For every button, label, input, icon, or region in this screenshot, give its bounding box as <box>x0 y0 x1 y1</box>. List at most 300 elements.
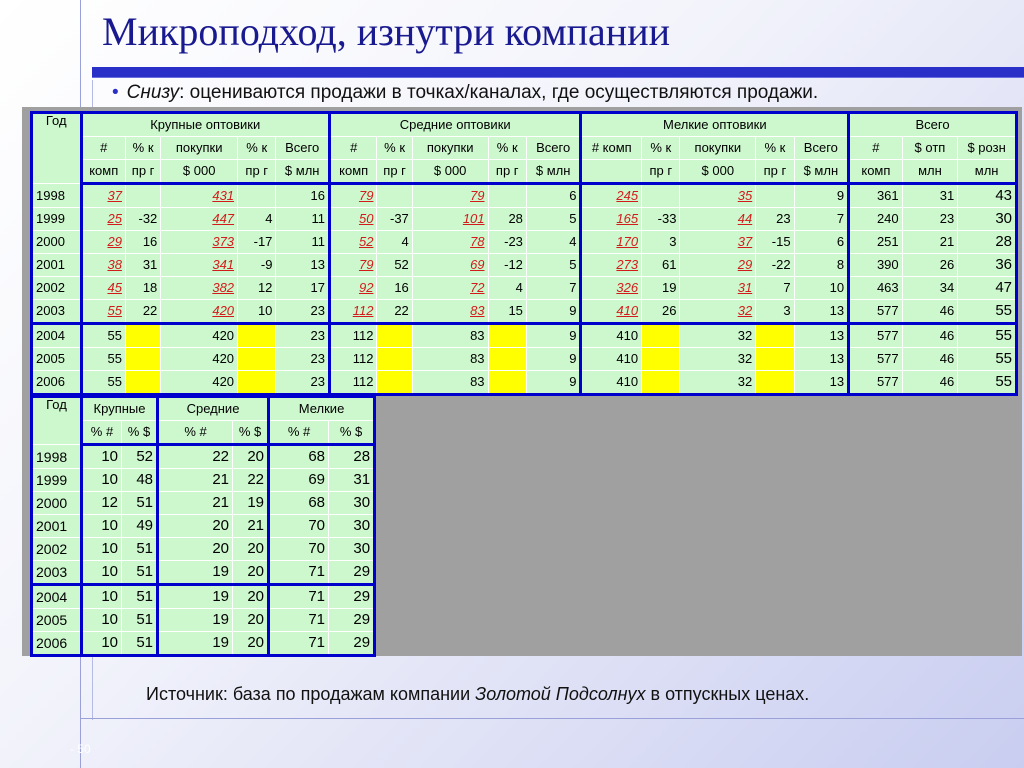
table-cell: 23 <box>276 348 330 371</box>
table-cell: 2004 <box>32 324 82 348</box>
table-cell: 51 <box>122 609 158 632</box>
table-cell: 69 <box>412 254 488 277</box>
table-cell: 46 <box>902 324 958 348</box>
table-cell <box>642 348 680 371</box>
table-row <box>32 371 1017 395</box>
table-cell: 390 <box>849 254 903 277</box>
table-cell: 31 <box>680 277 756 300</box>
table-cell: 23 <box>902 208 958 231</box>
table-cell: 19 <box>642 277 680 300</box>
table-cell: 19 <box>158 561 233 585</box>
table-cell: 273 <box>581 254 642 277</box>
table-cell <box>125 324 160 348</box>
table-cell: 577 <box>849 348 903 371</box>
table-cell: 7 <box>756 277 794 300</box>
table-cell: 13 <box>794 371 849 395</box>
table-cell: 23 <box>756 208 794 231</box>
table-cell: 49 <box>122 515 158 538</box>
sales-table <box>30 111 1018 396</box>
table-row <box>32 348 1017 371</box>
table-cell: 30 <box>329 515 375 538</box>
table-row <box>32 515 375 538</box>
column-subheader: % к <box>238 137 276 160</box>
column-subheader: $ 000 <box>680 160 756 184</box>
column-subheader: $ отп <box>902 137 958 160</box>
table-cell: 46 <box>902 371 958 395</box>
table-cell: 22 <box>377 300 412 324</box>
table-cell: 4 <box>238 208 276 231</box>
table-cell: 4 <box>526 231 581 254</box>
table-cell: 20 <box>233 609 269 632</box>
table-cell: 71 <box>269 585 329 609</box>
table-cell: 20 <box>233 538 269 561</box>
table-cell: 12 <box>238 277 276 300</box>
table-cell: 373 <box>161 231 238 254</box>
table-cell: 6 <box>794 231 849 254</box>
table-cell: 577 <box>849 300 903 324</box>
column-subheader: комп <box>329 160 376 184</box>
table-cell: 30 <box>329 492 375 515</box>
table-cell: 19 <box>158 609 233 632</box>
table-cell: 22 <box>158 445 233 469</box>
table-cell: 431 <box>161 184 238 208</box>
table-cell: -33 <box>642 208 680 231</box>
table-cell: 35 <box>680 184 756 208</box>
decorative-horizontal-line <box>80 718 1024 719</box>
table-cell: 361 <box>849 184 903 208</box>
table-cell: 55 <box>958 300 1017 324</box>
table-cell: 410 <box>581 348 642 371</box>
table-cell <box>642 371 680 395</box>
table-cell: 70 <box>269 515 329 538</box>
column-subheader: % # <box>82 421 122 445</box>
table-cell: 2005 <box>32 348 82 371</box>
table-cell: 16 <box>276 184 330 208</box>
table-cell: 22 <box>125 300 160 324</box>
table-cell: 7 <box>794 208 849 231</box>
table-cell: 10 <box>238 300 276 324</box>
table-cell: 1998 <box>32 445 82 469</box>
table-cell: 83 <box>412 324 488 348</box>
table-cell: 19 <box>158 632 233 656</box>
table-row <box>32 324 1017 348</box>
group-header: Крупные <box>82 397 158 421</box>
table-cell: 2005 <box>32 609 82 632</box>
table-cell: 79 <box>329 254 376 277</box>
column-subheader: покупки <box>680 137 756 160</box>
page-number: - 50 <box>70 742 91 756</box>
table-cell: 43 <box>958 184 1017 208</box>
source-note <box>146 684 809 705</box>
table-cell <box>377 184 412 208</box>
table-cell: 23 <box>276 324 330 348</box>
table-cell: 10 <box>82 445 122 469</box>
table-cell: 28 <box>488 208 526 231</box>
table-cell: 2006 <box>32 371 82 395</box>
table-cell: 68 <box>269 492 329 515</box>
table-cell: 10 <box>794 277 849 300</box>
table-cell: 23 <box>276 371 330 395</box>
table-cell: 2003 <box>32 300 82 324</box>
table-cell: 30 <box>329 538 375 561</box>
table-cell: -15 <box>756 231 794 254</box>
table-cell <box>238 184 276 208</box>
table-cell: 4 <box>377 231 412 254</box>
table-cell: 20 <box>158 515 233 538</box>
table-cell: 11 <box>276 231 330 254</box>
table-cell: 79 <box>412 184 488 208</box>
column-subheader: пр г <box>488 160 526 184</box>
table-row <box>32 492 375 515</box>
table-cell <box>125 371 160 395</box>
table-cell: 9 <box>526 300 581 324</box>
table-cell: 51 <box>122 585 158 609</box>
table-cell: 51 <box>122 632 158 656</box>
table-cell <box>125 184 160 208</box>
table-cell: 16 <box>125 231 160 254</box>
group-header: Мелкие оптовики <box>581 113 849 137</box>
table-cell: 5 <box>526 254 581 277</box>
column-subheader: % $ <box>122 421 158 445</box>
column-subheader: пр г <box>125 160 160 184</box>
table-cell <box>756 184 794 208</box>
table-row <box>32 208 1017 231</box>
table-cell: 21 <box>902 231 958 254</box>
column-subheader: % к <box>642 137 680 160</box>
column-subheader: # комп <box>581 137 642 160</box>
table-cell: 38 <box>81 254 125 277</box>
table-cell: 32 <box>680 324 756 348</box>
table-cell: 10 <box>82 538 122 561</box>
table-cell: 51 <box>122 561 158 585</box>
table-cell <box>377 371 412 395</box>
table-cell: 1999 <box>32 208 82 231</box>
table-cell: 21 <box>158 492 233 515</box>
table-cell: 55 <box>81 324 125 348</box>
column-subheader: Всего <box>526 137 581 160</box>
share-table <box>30 395 376 657</box>
year-header: Год <box>32 397 82 445</box>
table-cell: 29 <box>329 561 375 585</box>
table-cell: -12 <box>488 254 526 277</box>
table-cell: 55 <box>81 371 125 395</box>
table-cell: 10 <box>82 585 122 609</box>
table-cell: 15 <box>488 300 526 324</box>
table-cell: 47 <box>958 277 1017 300</box>
table-cell: 55 <box>81 348 125 371</box>
table-cell: 29 <box>81 231 125 254</box>
table-cell <box>377 348 412 371</box>
table-cell: 83 <box>412 371 488 395</box>
column-subheader: $ млн <box>794 160 849 184</box>
table-cell: 410 <box>581 371 642 395</box>
column-subheader: $ 000 <box>412 160 488 184</box>
table-cell: 2001 <box>32 515 82 538</box>
table-cell: 71 <box>269 632 329 656</box>
table-cell: 2002 <box>32 538 82 561</box>
column-subheader: % $ <box>329 421 375 445</box>
column-subheader: # <box>329 137 376 160</box>
table-cell: 6 <box>526 184 581 208</box>
table-cell: 10 <box>82 609 122 632</box>
table-cell: 30 <box>958 208 1017 231</box>
table-cell: 68 <box>269 445 329 469</box>
table-cell: 69 <box>269 469 329 492</box>
table-cell: 112 <box>329 348 376 371</box>
table-cell: 577 <box>849 371 903 395</box>
table-cell: 45 <box>81 277 125 300</box>
column-subheader: % к <box>756 137 794 160</box>
table-cell: 29 <box>329 632 375 656</box>
table-row <box>32 561 375 585</box>
table-cell: 2002 <box>32 277 82 300</box>
table-cell: 1998 <box>32 184 82 208</box>
table-cell: 112 <box>329 300 376 324</box>
table-cell: 21 <box>158 469 233 492</box>
table-cell: 447 <box>161 208 238 231</box>
table-cell: 70 <box>269 538 329 561</box>
table-cell: 240 <box>849 208 903 231</box>
column-subheader: пр г <box>377 160 412 184</box>
table-cell: 577 <box>849 324 903 348</box>
column-subheader: пр г <box>642 160 680 184</box>
table-cell: 2006 <box>32 632 82 656</box>
table-cell: 23 <box>276 300 330 324</box>
table-row <box>32 277 1017 300</box>
table-cell: 92 <box>329 277 376 300</box>
table-cell: 4 <box>488 277 526 300</box>
column-subheader: % к <box>377 137 412 160</box>
table-cell: 31 <box>902 184 958 208</box>
table-cell: 2000 <box>32 492 82 515</box>
group-header: Средние <box>158 397 269 421</box>
table-cell: 51 <box>122 492 158 515</box>
table-cell: 32 <box>680 371 756 395</box>
table-cell: 9 <box>526 348 581 371</box>
table-row <box>32 300 1017 324</box>
column-subheader: % # <box>158 421 233 445</box>
column-subheader: комп <box>81 160 125 184</box>
table-cell: 52 <box>329 231 376 254</box>
table-cell: 55 <box>958 324 1017 348</box>
column-subheader: Всего <box>794 137 849 160</box>
table-cell <box>756 324 794 348</box>
table-cell: 2004 <box>32 585 82 609</box>
table-cell: 29 <box>329 609 375 632</box>
table-cell: 165 <box>581 208 642 231</box>
table-cell: 26 <box>902 254 958 277</box>
table-cell <box>642 324 680 348</box>
table-cell: 410 <box>581 300 642 324</box>
table-row <box>32 585 375 609</box>
bullet-text: : оцениваются продажи в точках/каналах, где осуществляются продажи. <box>179 82 819 103</box>
table-cell: 410 <box>581 324 642 348</box>
bullet-dot-icon: • <box>112 82 119 103</box>
bullet-point <box>112 82 818 104</box>
table-cell: -32 <box>125 208 160 231</box>
column-subheader: $ млн <box>526 160 581 184</box>
table-cell: 44 <box>680 208 756 231</box>
column-subheader: покупки <box>412 137 488 160</box>
slide-title: Микроподход, изнутри компании <box>102 9 671 54</box>
table-row <box>32 632 375 656</box>
table-cell: 79 <box>329 184 376 208</box>
column-subheader: комп <box>849 160 903 184</box>
table-cell: 3 <box>642 231 680 254</box>
table-header-row <box>32 113 1017 137</box>
table-cell: 52 <box>122 445 158 469</box>
table-cell: 32 <box>680 300 756 324</box>
table-cell: 112 <box>329 324 376 348</box>
source-suffix: в отпускных ценах. <box>645 684 810 704</box>
table-cell: 326 <box>581 277 642 300</box>
table-cell: 245 <box>581 184 642 208</box>
table-cell <box>238 348 276 371</box>
table-cell <box>238 371 276 395</box>
table-cell: 31 <box>329 469 375 492</box>
table-cell: -17 <box>238 231 276 254</box>
table-cell: 12 <box>82 492 122 515</box>
table-cell: 7 <box>526 277 581 300</box>
table-cell: 16 <box>377 277 412 300</box>
column-subheader <box>581 160 642 184</box>
table-cell: 170 <box>581 231 642 254</box>
table-cell: 251 <box>849 231 903 254</box>
title-underline-bar <box>92 67 1024 77</box>
column-subheader: Всего <box>276 137 330 160</box>
table-cell: 11 <box>276 208 330 231</box>
table-cell: 61 <box>642 254 680 277</box>
column-subheader: # <box>849 137 903 160</box>
table-cell <box>488 348 526 371</box>
table-cell: 9 <box>526 371 581 395</box>
source-prefix: Источник: база по продажам компании <box>146 684 476 704</box>
table-cell: 463 <box>849 277 903 300</box>
column-subheader: $ 000 <box>161 160 238 184</box>
table-row <box>32 231 1017 254</box>
table-cell <box>488 324 526 348</box>
table-cell: 10 <box>82 561 122 585</box>
table-cell: 78 <box>412 231 488 254</box>
column-subheader: покупки <box>161 137 238 160</box>
table-cell: 21 <box>233 515 269 538</box>
table-cell: 13 <box>276 254 330 277</box>
table-row <box>32 184 1017 208</box>
table-cell: 71 <box>269 561 329 585</box>
group-header: Мелкие <box>269 397 375 421</box>
table-cell: 20 <box>233 445 269 469</box>
table-cell: -9 <box>238 254 276 277</box>
table-row <box>32 609 375 632</box>
bullet-label: Снизу <box>126 82 180 103</box>
table-cell: 10 <box>82 632 122 656</box>
table-subheader-row <box>32 160 1017 184</box>
table-cell: 46 <box>902 300 958 324</box>
year-header: Год <box>32 113 82 184</box>
table-cell: 382 <box>161 277 238 300</box>
table-cell: 36 <box>958 254 1017 277</box>
table-subheader-row <box>32 137 1017 160</box>
table-header-row <box>32 397 375 421</box>
column-subheader: % к <box>125 137 160 160</box>
table-cell: 13 <box>794 324 849 348</box>
table-cell: 1999 <box>32 469 82 492</box>
table-cell: 2000 <box>32 231 82 254</box>
column-subheader: $ розн <box>958 137 1017 160</box>
column-subheader: % к <box>488 137 526 160</box>
table-cell: -23 <box>488 231 526 254</box>
title-underline-thin <box>92 77 1024 78</box>
column-subheader: $ млн <box>276 160 330 184</box>
column-subheader: пр г <box>238 160 276 184</box>
table-cell: -22 <box>756 254 794 277</box>
table-cell: 5 <box>526 208 581 231</box>
table-cell: 46 <box>902 348 958 371</box>
table-cell: 29 <box>680 254 756 277</box>
table-row <box>32 538 375 561</box>
table-cell: 420 <box>161 348 238 371</box>
table-row <box>32 254 1017 277</box>
table-cell: 420 <box>161 300 238 324</box>
table-cell: 25 <box>81 208 125 231</box>
table-cell <box>377 324 412 348</box>
column-subheader: пр г <box>756 160 794 184</box>
table-cell <box>756 348 794 371</box>
table-cell: 8 <box>794 254 849 277</box>
table-cell: 83 <box>412 300 488 324</box>
table-row <box>32 469 375 492</box>
table-cell: 2003 <box>32 561 82 585</box>
group-header: Средние оптовики <box>329 113 581 137</box>
table-cell: -37 <box>377 208 412 231</box>
table-cell: 83 <box>412 348 488 371</box>
column-subheader: млн <box>902 160 958 184</box>
table-cell: 71 <box>269 609 329 632</box>
table-cell: 48 <box>122 469 158 492</box>
table-subheader-row <box>32 421 375 445</box>
table-cell: 13 <box>794 300 849 324</box>
table-cell: 10 <box>82 515 122 538</box>
table-cell: 20 <box>233 585 269 609</box>
table-cell: 10 <box>82 469 122 492</box>
column-subheader: % $ <box>233 421 269 445</box>
table-cell: 3 <box>756 300 794 324</box>
table-cell: 20 <box>158 538 233 561</box>
table-cell: 13 <box>794 348 849 371</box>
column-subheader: млн <box>958 160 1017 184</box>
table-cell: 37 <box>81 184 125 208</box>
table-cell: 19 <box>233 492 269 515</box>
table-cell: 72 <box>412 277 488 300</box>
table-cell: 20 <box>233 632 269 656</box>
table-cell: 20 <box>233 561 269 585</box>
group-header: Всего <box>849 113 1017 137</box>
table-cell: 55 <box>81 300 125 324</box>
column-subheader: % # <box>269 421 329 445</box>
table-cell: 26 <box>642 300 680 324</box>
table-cell <box>125 348 160 371</box>
table-cell: 2001 <box>32 254 82 277</box>
table-cell: 420 <box>161 324 238 348</box>
table-cell: 51 <box>122 538 158 561</box>
table-cell: 22 <box>233 469 269 492</box>
group-header: Крупные оптовики <box>81 113 329 137</box>
table-cell <box>488 184 526 208</box>
table-cell <box>756 371 794 395</box>
table-cell: 420 <box>161 371 238 395</box>
source-company: Золотой Подсолнух <box>475 684 646 704</box>
table-cell: 9 <box>526 324 581 348</box>
